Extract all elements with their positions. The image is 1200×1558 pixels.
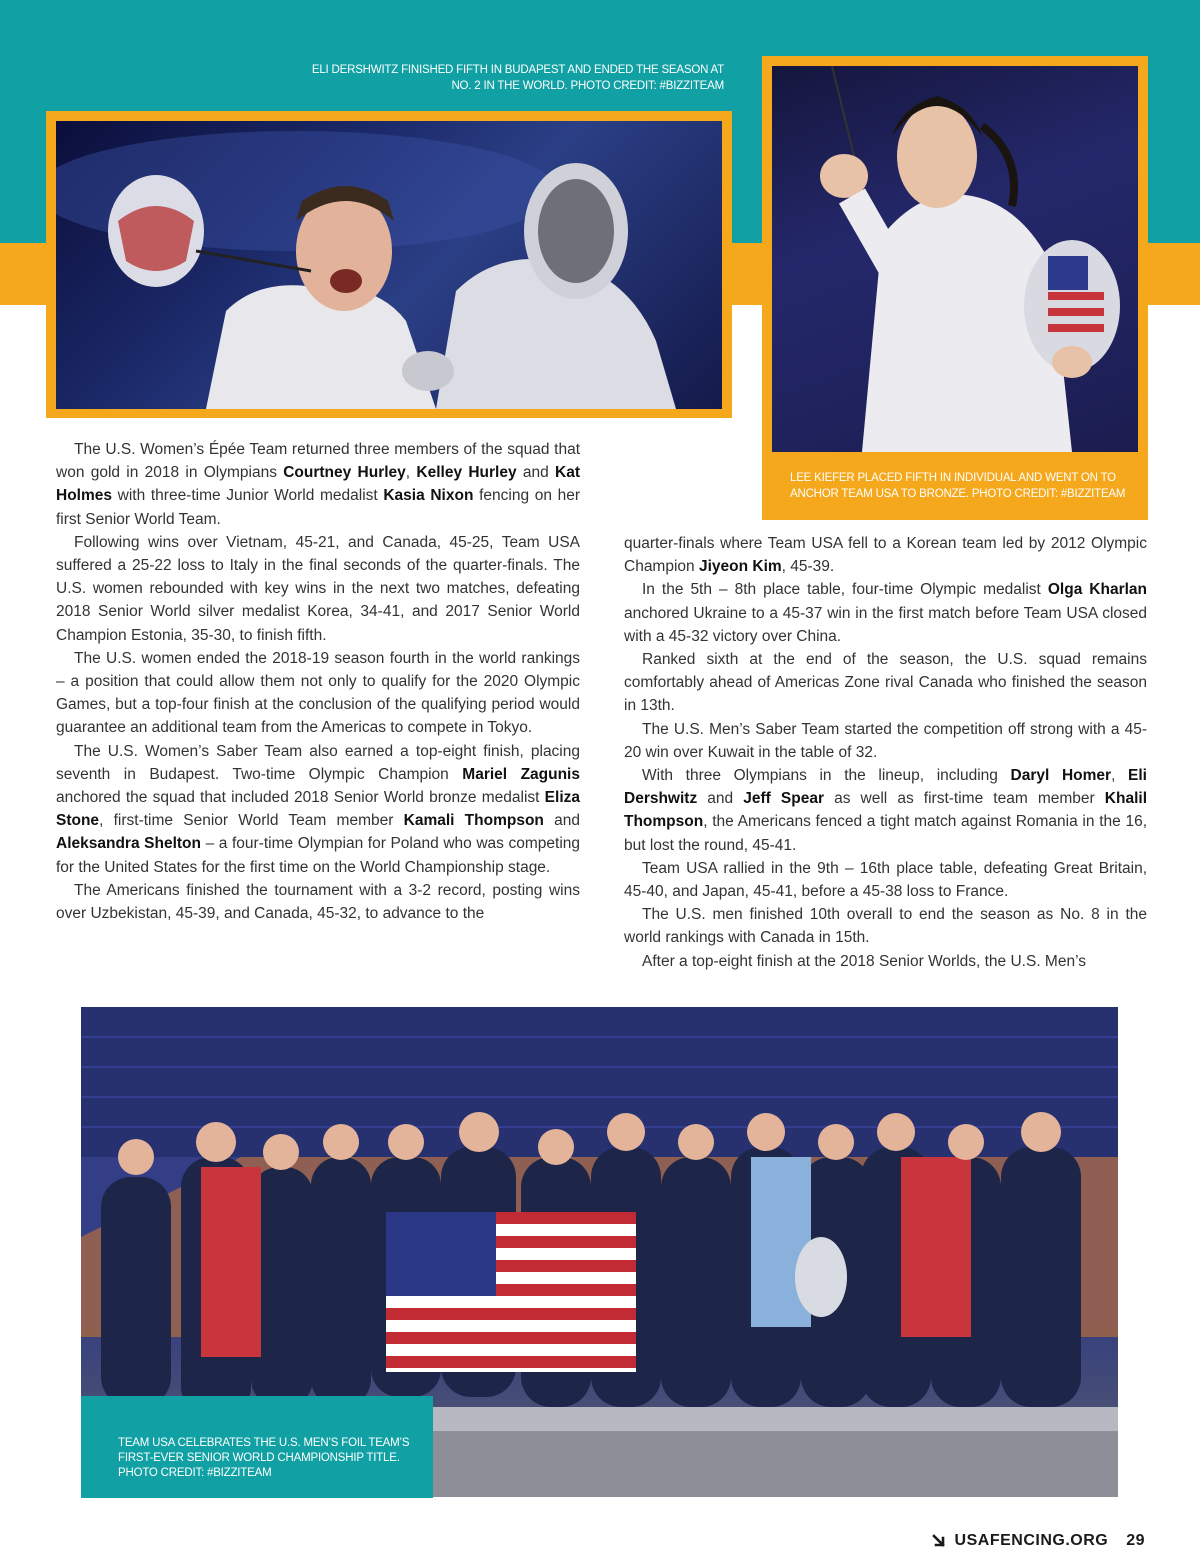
photo-caption-kiefer: LEE KIEFER PLACED FIFTH IN INDIVIDUAL AND WENT ON TO ANCHOR TEAM USA TO BRONZE. PHOTO CREDIT: #BIZZITEAM: [790, 472, 1126, 500]
article-column-left: [56, 438, 580, 925]
arrow-down-right-icon: [931, 1533, 947, 1549]
paragraph: Ranked sixth at the end of the season, the U.S. squad remains comfortably ahead of Americas Zone rival Canada who finished the season in 13th.: [624, 651, 1147, 715]
paragraph: Following wins over Vietnam, 45-21, and Canada, 45-25, Team USA suffered a 25-22 loss to Italy in the final seconds of the quarter-finals. The U.S. women rebounded with key wins in the next two matches, defeating 2018 Senior World silver medalist Korea, 34-41, and 2017 Senior World Champion Estonia, 35-30, to finish fifth.: [56, 533, 580, 644]
photo-kiefer: [772, 66, 1138, 452]
site-url[interactable]: USAFENCING.ORG: [954, 1532, 1109, 1549]
paragraph: After a top-eight finish at the 2018 Senior Worlds, the U.S. Men’s: [642, 952, 1086, 970]
article-column-right: [624, 532, 1147, 973]
paragraph: The U.S. men finished 10th overall to end the season as No. 8 in the world rankings with Canada in 15th.: [624, 906, 1147, 947]
photo-dershwitz: [56, 121, 722, 409]
paragraph: Team USA rallied in the 9th – 16th place table, defeating Great Britain, 45-40, and Japan, 45-41, before a 45-38 loss to France.: [624, 859, 1147, 901]
photo-caption-dershwitz: ELI DERSHWITZ FINISHED FIFTH IN BUDAPEST AND ENDED THE SEASON AT NO. 2 IN THE WORLD. PHOTO CREDIT: #BIZZITEAM: [311, 64, 724, 92]
paragraph: The U.S. Women’s Épée Team returned three members of the squad that won gold in 2018 in Olympians Courtney Hurley, Kelley Hurley and Kat Holmes with three-time Junior World medalist Kasia Nixon fencing on her first Senior World Team.: [56, 441, 581, 528]
paragraph: With three Olympians in the lineup, including Daryl Homer, Eli Dershwitz and Jeff Spear as well as first-time team member Khalil Thompson, the Americans fenced a tight match against Romania in the 16, but lost the round, 45-41.: [624, 767, 1147, 854]
paragraph: In the 5th – 8th place table, four-time Olympic medalist Olga Kharlan anchored Ukraine to a 45-37 win in the first match before Team USA closed with a 45-32 victory over China.: [624, 581, 1148, 645]
page-number: 29: [1126, 1532, 1145, 1549]
page-footer: [931, 1532, 1145, 1550]
photo-caption-team-usa: TEAM USA CELEBRATES THE U.S. MEN’S FOIL TEAM’S FIRST-EVER SENIOR WORLD CHAMPIONSHIP TITLE. PHOTO CREDIT: #BIZZITEAM: [118, 1437, 410, 1479]
paragraph: The U.S. women ended the 2018-19 season fourth in the world rankings – a position that could allow them not only to qualify for the 2020 Olympic Games, but a top-four finish at the conclusion of the qualifying period would guarantee an additional team from the Americas to compete in Tokyo.: [56, 649, 580, 737]
paragraph: The U.S. Women’s Saber Team also earned a top-eight finish, placing seventh in Budapest. Two-time Olympic Champion Mariel Zagunis anchored the squad that included 2018 Senior World bronze medalist Eliza Stone, first-time Senior World Team member Kamali Thompson and Aleksandra Shelton – a four-time Olympian for Poland who was competing for the United States for the first time on the World Championship stage.: [56, 742, 580, 876]
paragraph: The U.S. Men’s Saber Team started the competition off strong with a 45-20 win over Kuwait in the table of 32.: [624, 720, 1147, 761]
paragraph: quarter-finals where Team USA fell to a Korean team led by 2012 Olympic Champion Jiyeon Kim, 45-39.: [624, 535, 1147, 576]
paragraph: The Americans finished the tournament with a 3-2 record, posting wins over Uzbekistan, 45-39, and Canada, 45-32, to advance to the: [56, 881, 580, 923]
